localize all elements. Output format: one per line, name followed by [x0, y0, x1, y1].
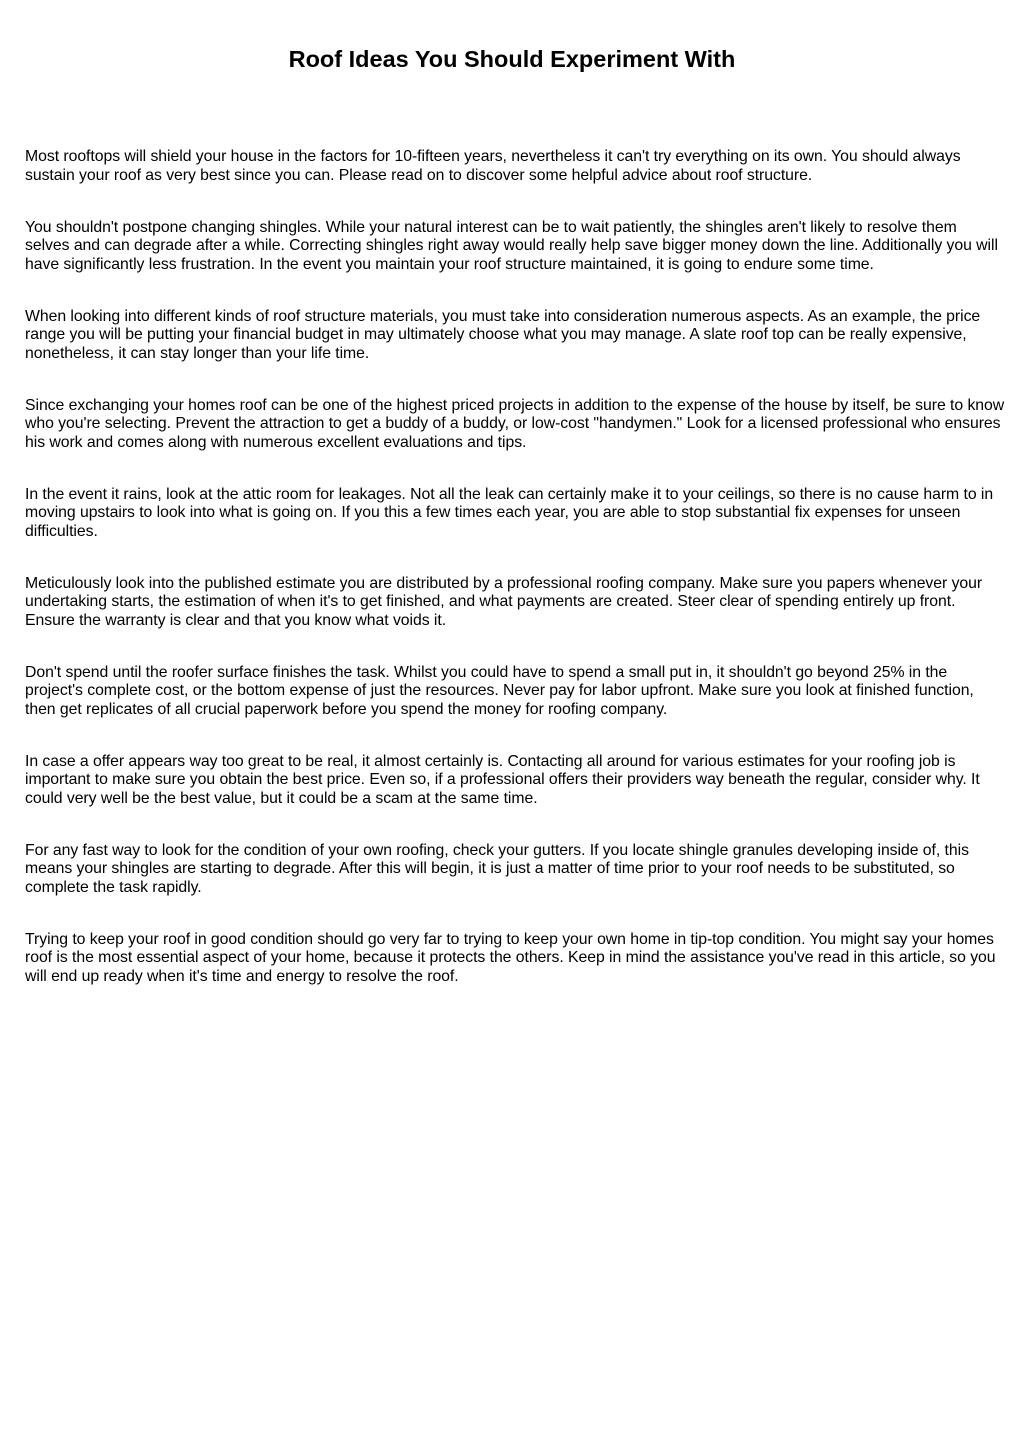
paragraph: Trying to keep your roof in good condition should go very far to trying to keep your own home in tip-top condition. You might say your homes roof is the most essential aspect of your home, because it protects the others. Keep in mind the assistance you've read in this article, so you will end up ready when it's time and energy to resolve the roof.: [25, 930, 996, 985]
paragraph: You shouldn't postpone changing shingles. While your natural interest can be to wait patiently, the shingles aren't likely to resolve them selves and can degrade after a while. Correcting shingles right away would really help save bigger money down the line. Additionally you will have significantly less frustration. In the event you maintain your roof structure maintained, it is going to endure some time.: [25, 218, 998, 273]
document-body: [25, 148, 1005, 1020]
paragraph: Most rooftops will shield your house in the factors for 10-fifteen years, nevertheless it can't try everything on its own. You should always sustain your roof as very best since you can. Please read on to discover some helpful advice about roof structure.: [25, 148, 961, 184]
document-title: Roof Ideas You Should Experiment With: [288, 46, 736, 72]
paragraph: When looking into different kinds of roof structure materials, you must take into consideration numerous aspects. As an example, the price range you will be putting your financial budget in may ultimately choose what you may manage. A slate roof top can be really expensive, nonetheless, it can stay longer than your life time.: [25, 307, 981, 362]
paragraph: Meticulously look into the published estimate you are distributed by a professional roofing company. Make sure you papers whenever your undertaking starts, the estimation of when it's to get finished, and what payments are created. Steer clear of spending entirely up front. Ensure the warranty is clear and that you know what voids it.: [25, 574, 983, 629]
paragraph: Since exchanging your homes roof can be one of the highest priced projects in addition to the expense of the house by itself, be sure to know who you're selecting. Prevent the attraction to get a buddy of a buddy, or low-cost "handymen." Look for a licensed professional who ensures his work and comes along with numerous excellent evaluations and tips.: [25, 396, 1005, 451]
paragraph: In case a offer appears way too great to be real, it almost certainly is. Contacting all around for various estimates for your roofing job is important to make sure you obtain the best price. Even so, if a professional offers their providers way beneath the regular, consider why. It could very well be the best value, but it could be a scam at the same time.: [25, 752, 980, 807]
paragraph: In the event it rains, look at the attic room for leakages. Not all the leak can certainly make it to your ceilings, so there is no cause harm to in moving upstairs to look into what is going on. If you this a few times each year, you are able to stop substantial fix expenses for unseen difficulties.: [25, 485, 994, 540]
paragraph: For any fast way to look for the condition of your own roofing, check your gutters. If you locate shingle granules developing inside of, this means your shingles are starting to degrade. After this will begin, it is just a matter of time prior to your roof needs to be substituted, so complete the task rapidly.: [25, 841, 969, 896]
paragraph: Don't spend until the roofer surface finishes the task. Whilst you could have to spend a small put in, it shouldn't go beyond 25% in the project's complete cost, or the bottom expense of just the resources. Never pay for labor upfront. Make sure you look at finished function, then get replicates of all crucial paperwork before you spend the money for roofing company.: [25, 663, 974, 718]
